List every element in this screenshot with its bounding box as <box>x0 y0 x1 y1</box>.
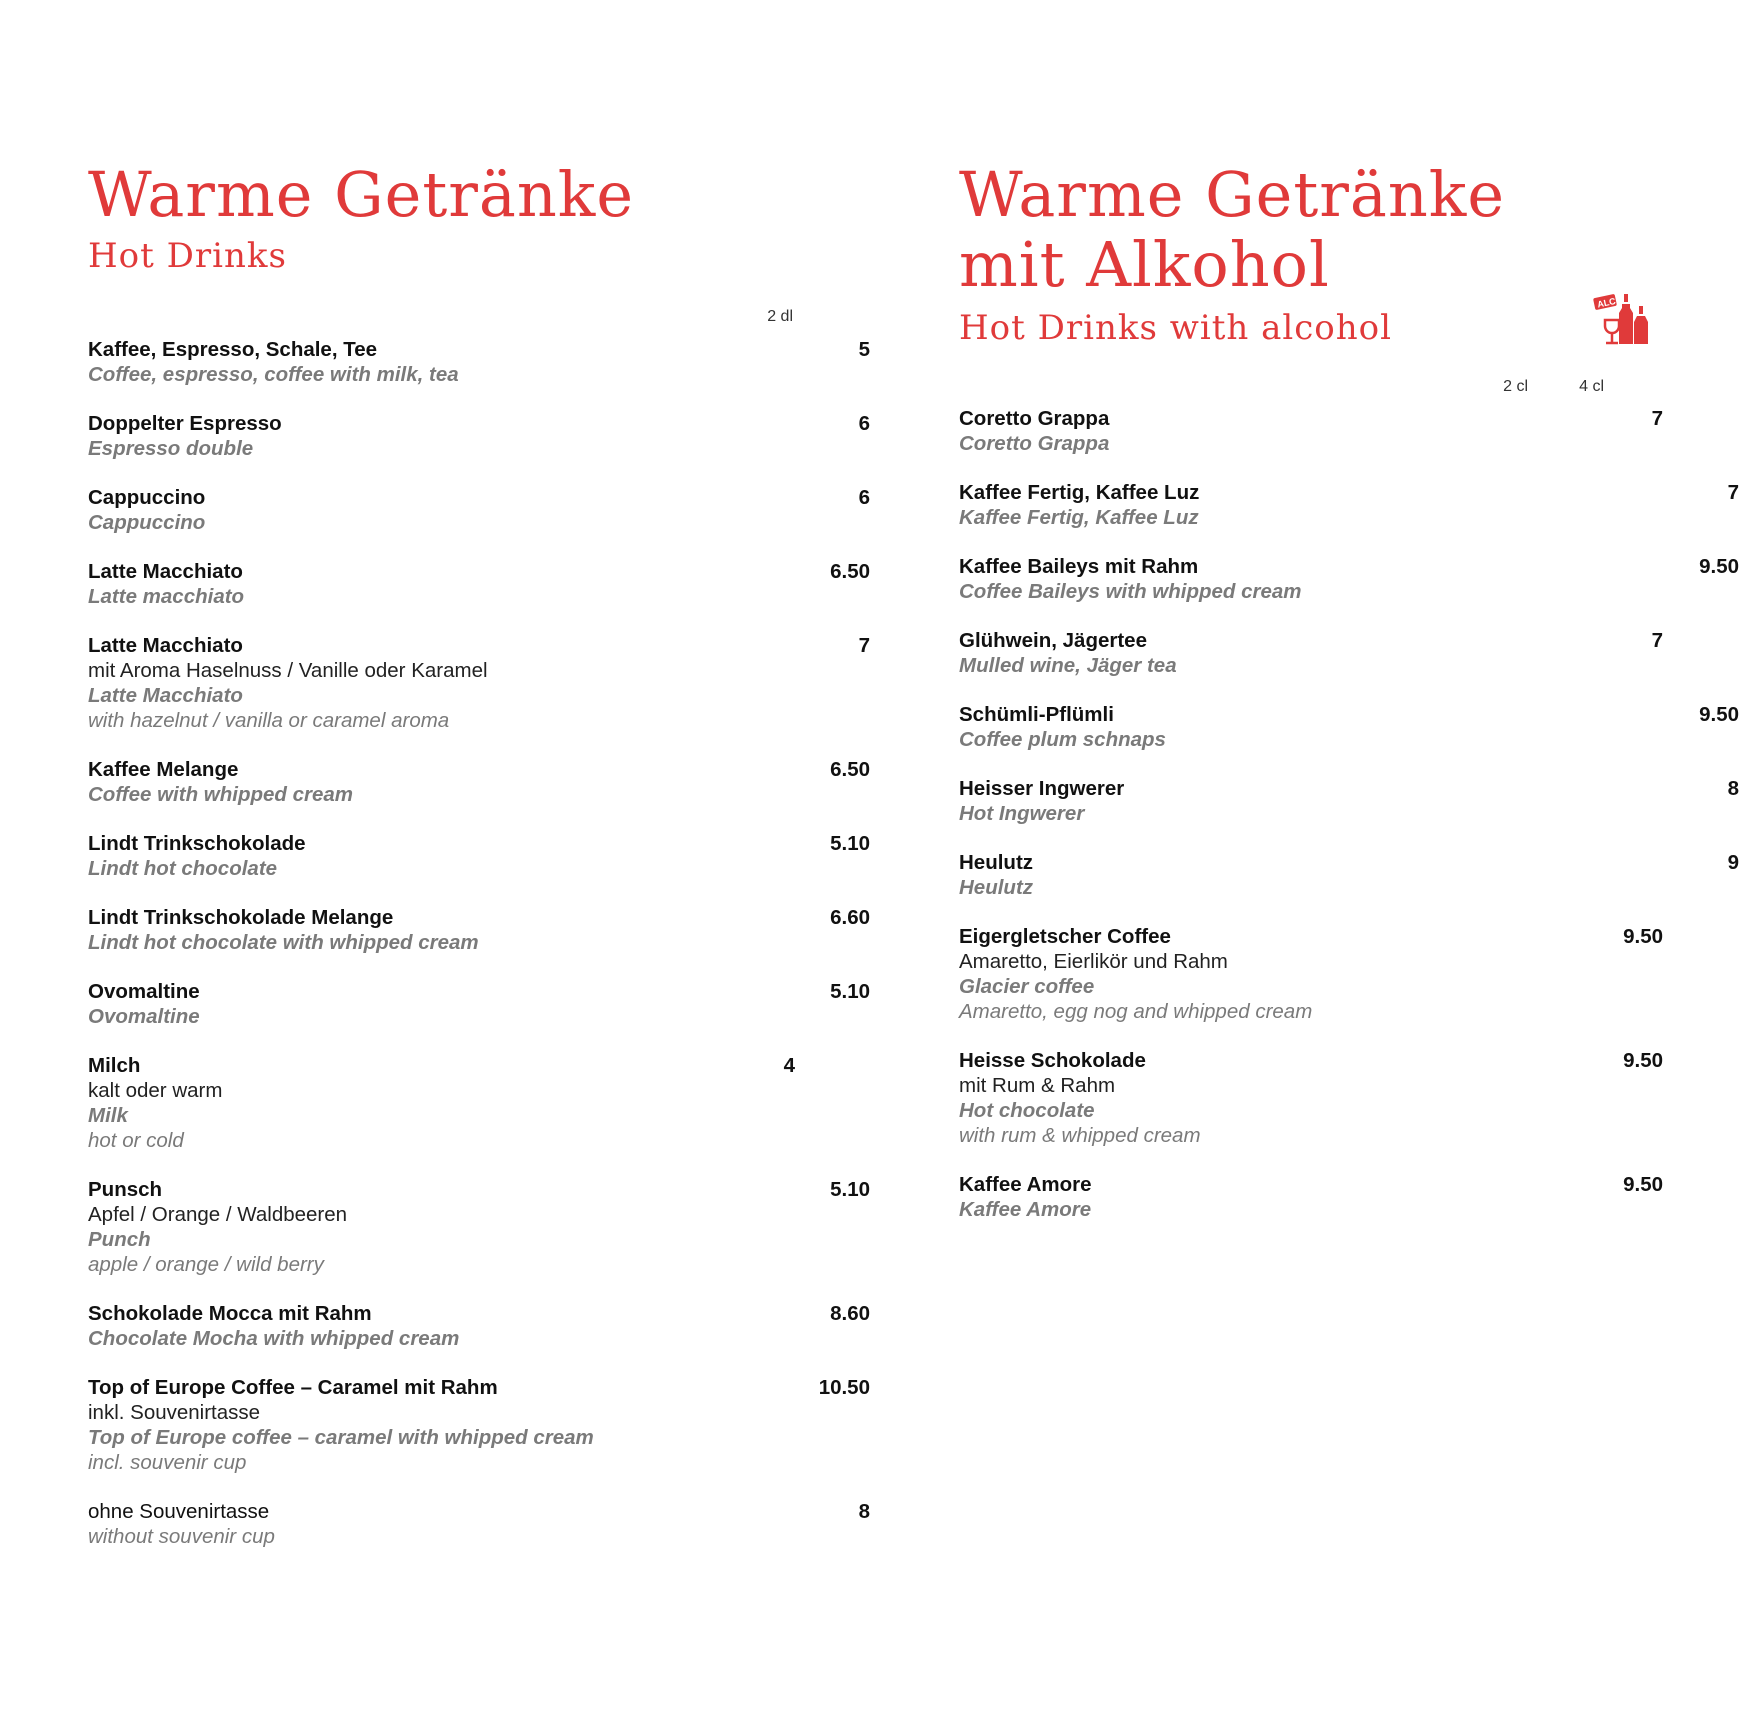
item-name-de: Milch <box>88 1054 141 1077</box>
item-price: 5.10 <box>830 1178 870 1201</box>
item-name-en: Lindt hot chocolate with whipped cream <box>88 931 479 954</box>
menu-item <box>88 1499 870 1549</box>
menu-item <box>88 337 870 387</box>
item-detail-de: kalt oder warm <box>88 1079 223 1102</box>
item-name-de: Heulutz <box>959 851 1034 874</box>
item-name-en: Hot chocolate <box>959 1099 1095 1122</box>
item-name-de: Kaffee Baileys mit Rahm <box>959 555 1199 578</box>
item-detail-en: with hazelnut / vanilla or caramel aroma <box>88 709 450 732</box>
item-detail-de: Amaretto, Eierlikör und Rahm <box>959 950 1228 973</box>
item-name-en: Coffee with whipped cream <box>88 783 354 806</box>
item-price: 4 <box>783 1054 795 1077</box>
item-price: 9.50 <box>1623 925 1663 948</box>
item-price: 7 <box>858 634 870 657</box>
item-price: 9.50 <box>1699 703 1739 726</box>
item-detail-en: incl. souvenir cup <box>88 1451 247 1474</box>
item-name-en: Lindt hot chocolate <box>88 857 278 880</box>
item-name-de: Cappuccino <box>88 486 206 509</box>
item-name-de: Coretto Grappa <box>959 407 1110 430</box>
menu-item <box>959 850 1739 900</box>
item-name-de: Latte Macchiato <box>88 634 243 657</box>
item-name-de: Eigergletscher Coffee <box>959 925 1171 948</box>
menu-item <box>88 905 870 955</box>
menu-item <box>959 628 1663 678</box>
item-name-en: Coretto Grappa <box>959 432 1110 455</box>
item-price: 8 <box>858 1500 870 1523</box>
section-title-line1: Warme Getränke <box>959 158 1506 231</box>
section-title: Warme Getränke <box>88 158 635 231</box>
item-detail-en: hot or cold <box>88 1129 184 1152</box>
item-price: 7 <box>1651 629 1663 652</box>
item-name-en: Kaffee Fertig, Kaffee Luz <box>959 506 1199 529</box>
item-name-de: Kaffee Fertig, Kaffee Luz <box>959 481 1200 504</box>
item-price: 8 <box>1727 777 1739 800</box>
item-name-en: Mulled wine, Jäger tea <box>959 654 1177 677</box>
item-name-en: Top of Europe coffee – caramel with whipped cream <box>88 1426 594 1449</box>
item-detail-de: Apfel / Orange / Waldbeeren <box>88 1203 348 1226</box>
item-name-de: Kaffee, Espresso, Schale, Tee <box>88 338 378 361</box>
item-detail-en: Amaretto, egg nog and whipped cream <box>959 1000 1313 1023</box>
item-price: 7 <box>1651 407 1663 430</box>
item-price: 5.10 <box>830 980 870 1003</box>
item-name-en: Coffee Baileys with whipped cream <box>959 580 1302 603</box>
item-detail-en: without souvenir cup <box>88 1525 275 1548</box>
item-name-de: ohne Souvenirtasse <box>88 1500 270 1523</box>
item-price: 9 <box>1727 851 1739 874</box>
item-name-de: Schümli-Pflümli <box>959 703 1114 726</box>
item-detail-de: inkl. Souvenirtasse <box>88 1401 261 1424</box>
item-name-en: Coffee plum schnaps <box>959 728 1166 751</box>
menu-item <box>959 554 1739 604</box>
menu-item <box>959 1172 1663 1222</box>
menu-item <box>959 1048 1663 1148</box>
item-name-de: Kaffee Amore <box>959 1173 1092 1196</box>
menu-item <box>959 776 1739 826</box>
menu-item <box>88 831 870 881</box>
menu-item <box>959 406 1663 456</box>
item-price: 9.50 <box>1623 1173 1663 1196</box>
item-name-en: Heulutz <box>959 876 1034 899</box>
menu-item <box>88 1301 870 1351</box>
item-name-en: Cappuccino <box>88 511 206 534</box>
item-price: 9.50 <box>1699 555 1739 578</box>
item-name-de: Heisser Ingwerer <box>959 777 1125 800</box>
item-name-de: Schokolade Mocca mit Rahm <box>88 1302 372 1325</box>
item-name-de: Glühwein, Jägertee <box>959 629 1147 652</box>
unit-header-2dl: 2 dl <box>767 308 793 325</box>
item-name-en: Coffee, espresso, coffee with milk, tea <box>88 363 459 386</box>
item-price: 6.60 <box>830 906 870 929</box>
menu-item <box>88 1375 870 1475</box>
item-name-en: Espresso double <box>88 437 254 460</box>
menu-item <box>88 1053 795 1153</box>
menu-item <box>88 633 870 733</box>
item-name-de: Kaffee Melange <box>88 758 239 781</box>
item-name-de: Latte Macchiato <box>88 560 243 583</box>
item-name-en: Latte Macchiato <box>88 684 243 707</box>
menu-item <box>959 480 1739 530</box>
item-name-en: Chocolate Mocha with whipped cream <box>88 1327 460 1350</box>
item-price: 5.10 <box>830 832 870 855</box>
menu-item <box>88 411 870 461</box>
item-price: 5 <box>858 338 870 361</box>
menu-item <box>88 757 870 807</box>
item-price: 6 <box>858 412 870 435</box>
item-name-en: Glacier coffee <box>959 975 1095 998</box>
item-name-de: Punsch <box>88 1178 163 1201</box>
item-price: 6.50 <box>830 758 870 781</box>
item-detail-en: with rum & whipped cream <box>959 1124 1201 1147</box>
item-price: 6.50 <box>830 560 870 583</box>
item-detail-de: mit Aroma Haselnuss / Vanille oder Karamel <box>88 659 488 682</box>
unit-header-4cl: 4 cl <box>1579 378 1604 395</box>
item-price: 10.50 <box>818 1376 870 1399</box>
unit-header-2cl: 2 cl <box>1503 378 1528 395</box>
item-price: 8.60 <box>830 1302 870 1325</box>
item-detail-de: mit Rum & Rahm <box>959 1074 1116 1097</box>
menu-item <box>88 1177 870 1277</box>
item-name-en: Hot Ingwerer <box>959 802 1085 825</box>
item-detail-en: apple / orange / wild berry <box>88 1253 324 1276</box>
item-name-en: Kaffee Amore <box>959 1198 1092 1221</box>
item-name-de: Lindt Trinkschokolade <box>88 832 306 855</box>
item-name-en: Latte macchiato <box>88 585 245 608</box>
item-name-de: Top of Europe Coffee – Caramel mit Rahm <box>88 1376 498 1399</box>
item-name-en: Punch <box>88 1228 151 1251</box>
item-price: 9.50 <box>1623 1049 1663 1072</box>
section-subtitle: Hot Drinks <box>88 236 287 276</box>
menu-item <box>88 559 870 609</box>
item-name-en: Ovomaltine <box>88 1005 200 1028</box>
alcohol-icon <box>1593 292 1653 346</box>
item-name-de: Ovomaltine <box>88 980 200 1003</box>
menu-item <box>959 702 1739 752</box>
item-name-de: Heisse Schokolade <box>959 1049 1146 1072</box>
menu-item <box>88 485 870 535</box>
menu-item <box>88 979 870 1029</box>
alc-label: ALC <box>1596 295 1617 310</box>
item-price: 7 <box>1727 481 1739 504</box>
item-price: 6 <box>858 486 870 509</box>
item-name-en: Milk <box>88 1104 128 1127</box>
item-name-de: Lindt Trinkschokolade Melange <box>88 906 394 929</box>
item-name-de: Doppelter Espresso <box>88 412 282 435</box>
section-title-line2: mit Alkohol <box>959 228 1330 301</box>
section-subtitle: Hot Drinks with alcohol <box>959 308 1392 348</box>
menu-item <box>959 924 1663 1024</box>
